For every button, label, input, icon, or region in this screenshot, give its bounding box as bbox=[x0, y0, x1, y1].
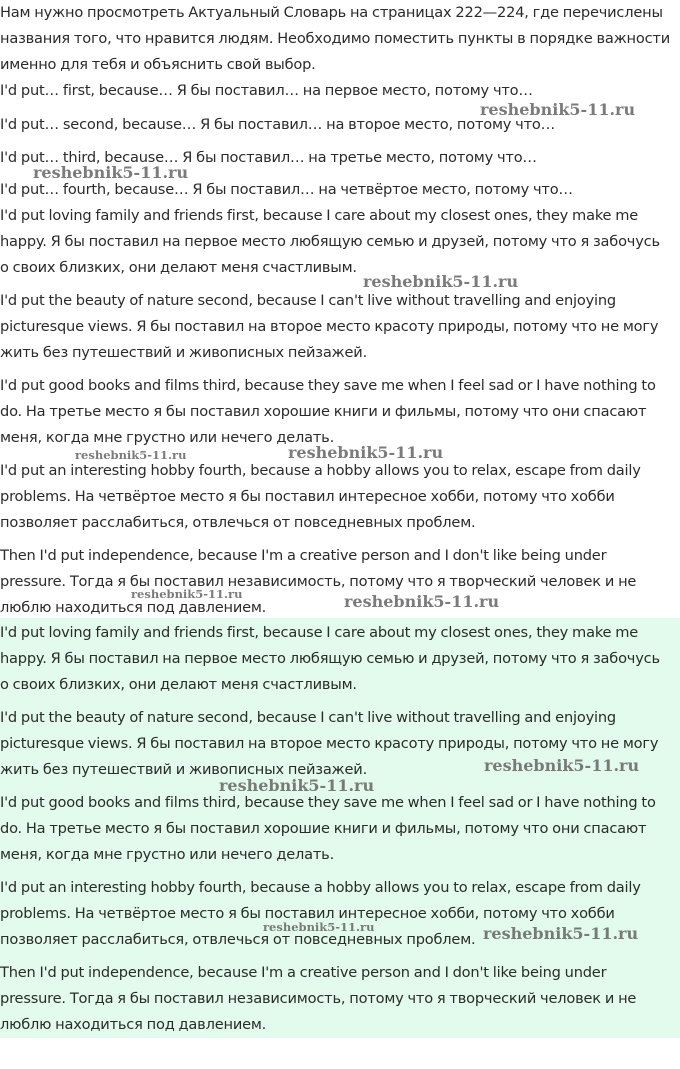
answer-first-repeat: I'd put loving family and friends first, because I care about my closest ones, they make me happy. Я бы поставил на первое место любящую семью и друзей, потому что я забочусь о своих близких, они делают меня счастливым. bbox=[0, 624, 660, 693]
watermark: reshebnik5-11.ru bbox=[219, 776, 375, 795]
watermark: reshebnik5-11.ru bbox=[33, 163, 189, 182]
template-fourth: I'd put… fourth, because… Я бы поставил… на четвёртое место, потому что… bbox=[0, 181, 573, 198]
watermark: reshebnik5-11.ru bbox=[484, 756, 640, 775]
answer-fifth: Then I'd put independence, because I'm a creative person and I don't like being under pressure. Тогда я бы поставил независимость, потому что я творческий человек и не люблю находиться под давлением. bbox=[0, 547, 637, 616]
answer-second-repeat: I'd put the beauty of nature second, because I can't live without travelling and enjoying picturesque views. Я бы поставил на второе место красоту природы, потому что не могу жить без путешествий и живописных пейзажей. bbox=[0, 709, 659, 778]
template-third: I'd put… third, because… Я бы поставил… на третье место, потому что… bbox=[0, 149, 537, 166]
watermark: reshebnik5-11.ru bbox=[480, 100, 636, 119]
answer-fourth: I'd put an interesting hobby fourth, because a hobby allows you to relax, escape from daily problems. На четвёртое место я бы поставил интересное хобби, потому что хобби позволяет расслабиться, отвлечься от повседневных проблем. bbox=[0, 462, 641, 531]
template-first: I'd put… first, because… Я бы поставил… на первое место, потому что… bbox=[0, 82, 533, 99]
watermark: reshebnik5-11.ru bbox=[288, 443, 444, 462]
answer-first: I'd put loving family and friends first, because I care about my closest ones, they make me happy. Я бы поставил на первое место любящую семью и друзей, потому что я забочусь о своих близких, они делают меня счастливым. bbox=[0, 207, 660, 276]
template-second: I'd put… second, because… Я бы поставил… на второе место, потому что… bbox=[0, 116, 556, 133]
watermark: reshebnik5-11.ru bbox=[483, 924, 639, 943]
answer-third: I'd put good books and films third, because they save me when I feel sad or I have nothing to do. На третье место я бы поставил хорошие книги и фильмы, потому что они спасают меня, когда мне грустно или нечего делать. bbox=[0, 377, 656, 446]
watermark: reshebnik5-11.ru bbox=[263, 920, 375, 934]
task-intro: Нам нужно просмотреть Актуальный Словарь на страницах 222—224, где перечислены названия того, что нравится людям. Необходимо поместить пункты в порядке важности именно для тебя и объяснить свой выбор. bbox=[0, 4, 671, 73]
watermark: reshebnik5-11.ru bbox=[363, 272, 519, 291]
watermark: reshebnik5-11.ru bbox=[344, 592, 500, 611]
answer-second: I'd put the beauty of nature second, because I can't live without travelling and enjoying picturesque views. Я бы поставил на второе место красоту природы, потому что не могу жить без путешествий и живописных пейзажей. bbox=[0, 292, 659, 361]
answer-fifth-repeat: Then I'd put independence, because I'm a creative person and I don't like being under pressure. Тогда я бы поставил независимость, потому что я творческий человек и не люблю находиться под давлением. bbox=[0, 964, 637, 1033]
answer-third-repeat: I'd put good books and films third, because they save me when I feel sad or I have nothing to do. На третье место я бы поставил хорошие книги и фильмы, потому что они спасают меня, когда мне грустно или нечего делать. bbox=[0, 794, 656, 863]
answer-fourth-repeat: I'd put an interesting hobby fourth, because a hobby allows you to relax, escape from daily problems. На четвёртое место я бы поставил интересное хобби, потому что хобби позволяет расслабиться, отвлечься от повседневных проблем. bbox=[0, 879, 641, 948]
watermark: reshebnik5-11.ru bbox=[131, 587, 243, 601]
watermark: reshebnik5-11.ru bbox=[75, 448, 187, 462]
